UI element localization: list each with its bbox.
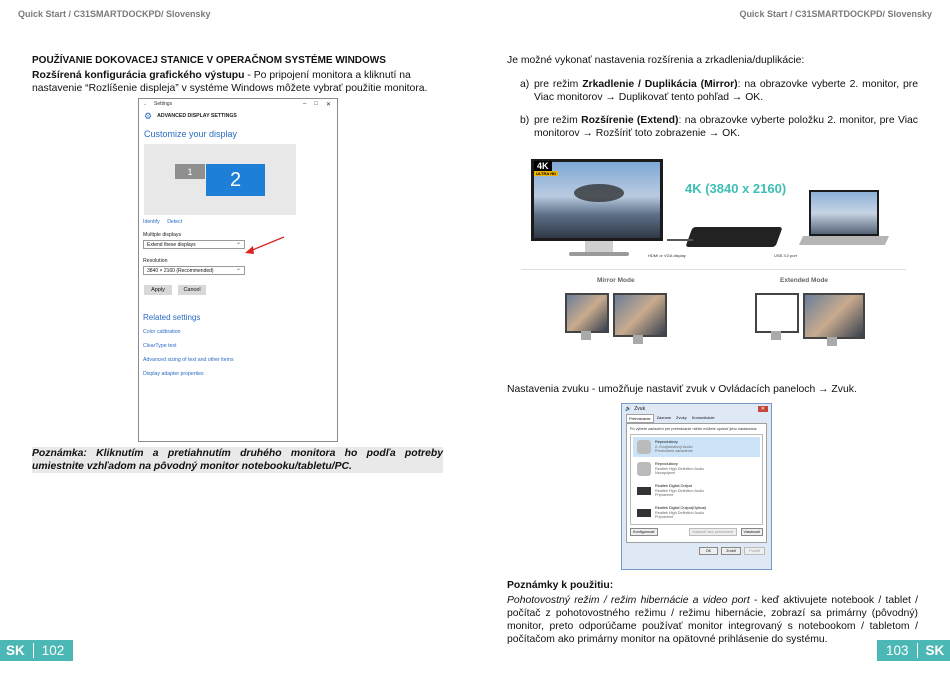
cancel-button[interactable]: Cancel [178,285,206,295]
notes-paragraph [507,594,918,646]
list-item[interactable] [633,503,760,523]
usb-label: USB 3.0 port [774,253,797,258]
section-heading: POUŽÍVANIE DOKOVACEJ STANICE V OPERAČNOM SYSTÉME WINDOWS [32,55,386,66]
illustration-divider [521,269,906,270]
device-sub: Realtek High Definition Audio [655,510,705,515]
cancel-button[interactable]: Zrušiť [721,547,741,555]
right-intro: Je možné vykonať nastavenia rozšírenia a zrkadlenia/duplikácie: [507,55,805,66]
monitor-base [569,252,629,256]
device-name: Realtek Digital Output [655,484,692,489]
mirror-mode-label: Mirror Mode [597,277,635,284]
item-b-marker: b) [520,115,530,126]
badge-uhd: ULTRA HD [536,171,556,176]
device-status: Pripravené [655,493,674,498]
intro-bold: Rozšírená konfigurácia grafického výstupu [32,70,245,81]
item-a-bold: Zrkadlenie / Duplikácia (Mirror) [582,79,738,90]
intro-paragraph [32,69,452,95]
minimize-icon[interactable]: – [303,100,307,107]
device-sub: Realtek High Definition Audio [655,488,705,493]
mirror-monitor-2 [613,293,667,337]
settings-section-title: ADVANCED DISPLAY SETTINGS [157,113,237,119]
docking-station [685,227,782,247]
display-adapter-link[interactable]: Display adapter properties [143,371,204,377]
item-a [520,78,918,104]
language-code: SK [6,643,25,658]
notes-italic: Pohotovostný režim / režim hibernácie a video port [507,595,750,606]
customize-title: Customize your display [144,129,238,139]
close-icon[interactable]: ✕ [325,101,331,108]
apply-button[interactable]: Apply [144,285,172,295]
page-number: 102 [41,643,65,658]
notes-heading: Poznámky k použitiu: [507,580,614,591]
note-paragraph: Poznámka: Kliknutím a pretiahnutím druhého monitora ho podľa potreby umiestnite vzhľadom na pôvodný monitor notebooku/tabletu/PC. [32,448,443,472]
tab-communications[interactable]: Komunikácie [691,415,715,420]
device-status: Pripravené [655,515,674,520]
resolution-dropdown[interactable] [143,266,245,275]
extended-stand-1 [771,331,781,340]
cleartype-link[interactable]: ClearType text [143,343,177,349]
page-header-right: Quick Start / C31SMARTDOCKPD/ Slovensky [739,9,932,19]
red-arrow-icon [242,234,288,256]
playback-instruction: Po výbere zariadení pre prehrávanie nižšie môžete upraviť jeho nastavenia: [630,427,758,431]
monitor-2-tile[interactable]: 2 [206,164,265,196]
device-name: Reproduktory [655,440,678,445]
settings-window [138,98,338,442]
related-settings-title: Related settings [143,313,201,322]
list-item[interactable] [633,481,760,501]
notes-text: - keď aktivujete notebook / tablet / počítač z pohotovostného režimu / režimu hibernácie, zobrazí sa primárny (pôvodný) monitor, preto odporúčame používať monitor integrovaný s notebookom / tabletom / počítačom ako primárny monitor na opätovné prihlásenie do systému. [507,595,919,645]
item-b-pre: pre režim [534,115,582,126]
speaker-icon: 🔊 [625,406,632,412]
tab-sounds[interactable]: Zvuky [676,415,687,420]
dock-illustration [517,155,917,369]
speaker-device-icon [637,462,651,476]
device-list [630,434,763,525]
playback-panel [626,423,767,543]
multiple-displays-label: Multiple displays [143,232,182,238]
extended-monitor-2 [803,293,865,339]
mirror-stand-1 [581,331,591,340]
item-a-rest: : na obrazovke vyberte 2. monitor, pre Viac monitorov → Duplikovať tento pohľad → OK. [534,79,918,103]
list-item[interactable] [633,459,760,479]
sound-titlebar [622,404,771,414]
resolution-value: 3840 × 2160 (Recommended) [147,267,214,274]
item-a-pre: pre režim [534,79,583,90]
speaker-device-icon [637,440,651,454]
gear-icon: ⚙ [144,110,153,121]
resolution-label: Resolution [143,258,168,264]
ok-button[interactable]: OK [699,547,719,555]
apply-button[interactable]: Použiť [744,547,765,555]
extended-monitor-1 [755,293,799,333]
laptop-base [799,236,889,245]
mirror-monitor-1 [565,293,609,333]
mirror-stand-2 [633,335,643,344]
intro-text: - Po pripojení monitora a kliknutí na nastavenie “Rozlíšenie displeja” v systéme Windows môžete vybrať použitie monitora. [32,70,428,94]
device-status: Predvolené zariadenie [655,449,693,454]
identify-link[interactable]: Identify [143,219,160,225]
cable [667,239,693,241]
color-calibration-link[interactable]: Color calibration [143,329,181,335]
sound-paragraph: Nastavenia zvuku - umožňuje nastaviť zvuk v Ovládacích paneloch → Zvuk. [507,384,857,395]
laptop-screen [809,190,879,236]
extended-mode-label: Extended Mode [780,277,829,284]
digital-output-icon [637,487,651,495]
settings-title: Settings [154,101,173,107]
device-sub: Realtek High Definition Audio [655,466,705,471]
item-b-bold: Rozšírenie (Extend) [581,115,679,126]
sound-dialog [621,403,772,570]
device-status: Nezapojené [655,471,676,476]
badge-4k: 4K [534,161,552,171]
display-arrangement [144,144,296,215]
sound-title: Zvuk [634,406,646,412]
set-default-button[interactable]: Nastaviť ako predvolené [689,528,736,536]
device-name: Reproduktory [655,462,678,467]
back-arrow-icon[interactable]: ← [143,101,148,107]
page-number-badge-left [0,640,73,661]
page-number-badge-right [877,640,950,661]
tab-playback[interactable]: Prehrávanie [626,414,654,423]
multiple-displays-value: Extend these displays [147,241,196,248]
item-b [520,114,918,140]
page-number: 103 [886,643,909,658]
advanced-sizing-link[interactable]: Advanced sizing of text and other items [143,357,234,363]
item-b-rest: : na obrazovke vyberte položku 2. monitor, pre Viac monitorov → Rozšíriť toto zobrazenie → OK. [534,115,918,139]
hdmi-label: HDMI or VGA display [648,253,686,258]
list-item[interactable] [633,437,760,457]
properties-button[interactable]: Vlastnosti [741,528,763,536]
extended-stand-2 [827,337,837,346]
monitor-1-tile[interactable]: 1 [175,164,205,179]
close-icon[interactable]: ✕ [758,406,768,412]
settings-titlebar [139,99,337,109]
device-name: Realtek Digital Output(Optical) [655,506,707,511]
detect-link[interactable]: Detect [167,219,183,225]
multiple-displays-dropdown[interactable] [143,240,245,249]
page-header-left: Quick Start / C31SMARTDOCKPD/ Slovensky [18,9,211,19]
resolution-caption: 4K (3840 x 2160) [685,181,787,196]
tab-recording[interactable]: Záznam [656,415,672,420]
maximize-icon[interactable]: □ [314,100,318,107]
configure-button[interactable]: Konfigurovať [630,528,658,536]
digital-output-icon [637,509,651,517]
language-code: SK [925,643,945,658]
device-sub: 2- Dvojkanálový Audio [655,444,693,449]
item-a-marker: a) [520,79,530,90]
